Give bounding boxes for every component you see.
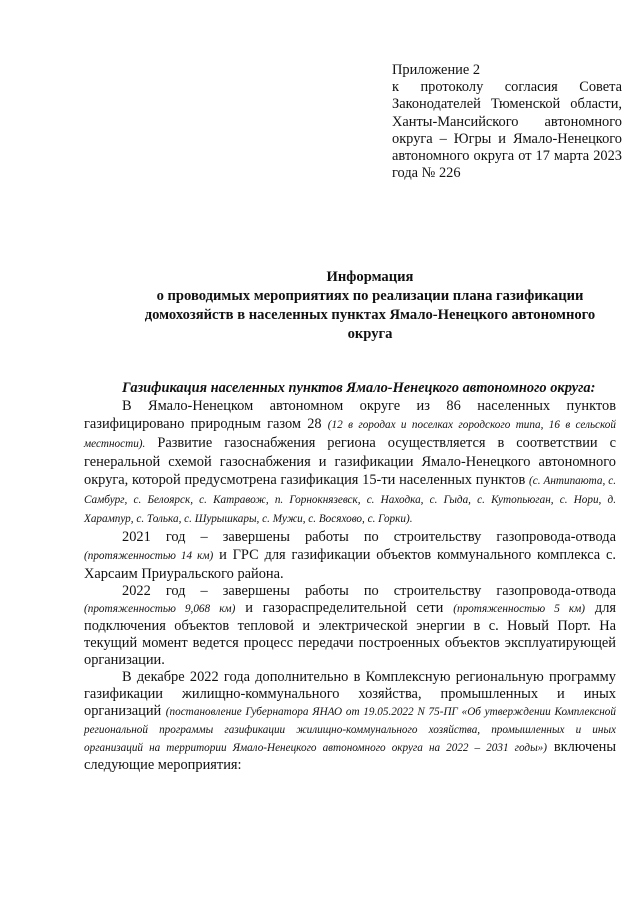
paragraph-1-note-b: (12 в городах и поселках городского типа, 16 в сельской местности). [84, 419, 616, 450]
section-heading: Газификация населенных пунктов Ямало-Ненецкого автономного округа: [122, 380, 596, 396]
paragraph-3-text-a: 2022 год – завершены работы по строительству газопровода-отвода [122, 583, 616, 599]
paragraph-2-text-c: и ГРС для газификации объектов коммунального комплекса с. Харсаим Приуральского района. [84, 547, 617, 582]
paragraph-3 [84, 583, 616, 669]
paragraph-2 [84, 528, 616, 583]
paragraph-1-text-c: Развитие газоснабжения региона осуществляется в соответствии с генеральной схемой газоснабжения и газификации Ямало-Ненецкого автономного округа, которой предусмотрена газификация 15-ти населенных пунктов [84, 435, 616, 488]
title-line-2: о проводимых мероприятиях по реализации плана газификации [156, 288, 584, 304]
paragraph-1-text-a: В Ямало-Ненецком автономном округе из 86 населенных пунктов газифицировано природным газом 28 [84, 398, 616, 432]
title-line-4: округа [347, 326, 393, 342]
paragraph-4-text-a: В декабре 2022 года дополнительно в Комплексную региональную программу газификации жилищно-коммунального хозяйства, промышленных и иных организаций [84, 669, 616, 719]
paragraph-2-text-a: 2021 год – завершены работы по строительству газопровода-отвода [122, 529, 616, 545]
paragraph-1 [84, 397, 616, 528]
title-line-3: домохозяйств в населенных пунктах Ямало-Ненецкого автономного [144, 307, 596, 323]
paragraph-1-note-d: (с. Антипаюта, с. Самбург, с. Белоярск, с. Катравож, п. Горнокнязевск, с. Находка, с. Гыда, с. Кутопьюган, с. Нори, д. Харампур, с. Толька, с. Шурышкары, с. Мужи, с. Восяхово, с. Горки). [84, 475, 616, 525]
paragraph-2-note-b: (протяженностью 14 км) [84, 550, 214, 562]
title-line-1: Информация [326, 269, 414, 285]
paragraph-4-note-b: (постановление Губернатора ЯНАО от 19.05.2022 N 75-ПГ «Об утверждении Комплексной региональной программы газификации жилищно-коммунального хозяйства, промышленных и иных организаций на территории Ямало-Ненецкого автономного округа на 2022 – 2031 годы») [84, 706, 616, 754]
annex-label: Приложение 2 [392, 62, 481, 78]
document-title [120, 268, 620, 344]
document-body [84, 379, 616, 774]
annex-block [392, 62, 622, 182]
paragraph-3-note-b: (протяженностью 9,068 км) [84, 603, 236, 615]
paragraph-4 [84, 669, 616, 774]
paragraph-3-text-e: для подключения объектов тепловой и электрической энергии в с. Новый Порт. На текущий момент ведется процесс передачи построенных объектов эксплуатирующей организации. [84, 600, 616, 668]
paragraph-3-text-c: и газораспределительной сети [235, 600, 454, 616]
paragraph-3-note-d: (протяженностью 5 км) [453, 603, 585, 615]
annex-text: к протоколу согласия Совета Законодателей Тюменской области, Ханты-Мансийского автономного округа – Югры и Ямало-Ненецкого автономного округа от 17 марта 2023 года № 226 [392, 79, 622, 182]
paragraph-4-text-c: включены следующие мероприятия: [84, 739, 616, 773]
